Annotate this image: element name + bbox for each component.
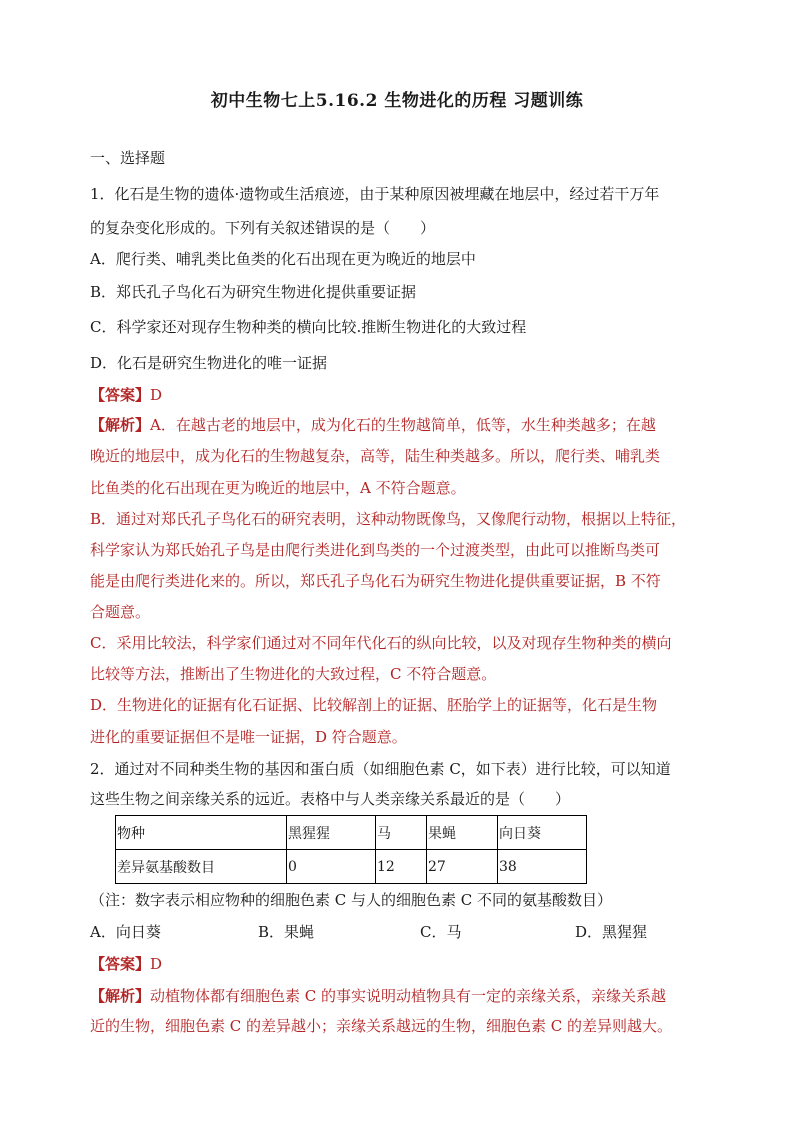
table-cell: 27	[427, 850, 498, 884]
q2-option-a: A．向日葵	[90, 923, 161, 941]
cytochrome-c-table	[115, 815, 587, 884]
q1-answer	[90, 384, 710, 405]
q2-analysis-line-2: 近的生物，细胞色素 C 的差异越小；亲缘关系越远的生物，细胞色素 C 的差异则越大。	[90, 1017, 673, 1035]
table-header-cell: 黑猩猩	[287, 816, 376, 850]
analysis-tag: 【解析】	[90, 416, 151, 434]
answer-value: D	[150, 386, 163, 404]
q1-analysis-line-2: 晚近的地层中，成为化石的生物越复杂，高等，陆生种类越多。所以，爬行类、哺乳类	[90, 447, 661, 465]
q1-analysis-line-8: C．采用比较法，科学家们通过对不同年代化石的纵向比较，以及对现存生物种类的横向	[90, 634, 672, 652]
q1-option-c: C．科学家还对现存生物种类的横向比较.推断生物进化的大致过程	[90, 318, 527, 336]
q1-analysis-line-10: D．生物进化的证据有化石证据、比较解剖上的证据、胚胎学上的证据等，化石是生物	[90, 696, 658, 714]
q1-option-b: B．郑氏孔子鸟化石为研究生物进化提供重要证据	[90, 283, 417, 301]
q1-analysis-line-7: 合题意。	[90, 603, 151, 621]
q2-option-b: B．果蝇	[258, 923, 315, 941]
table-cell: 0	[287, 850, 376, 884]
table-header-row	[116, 816, 587, 850]
q1-analysis-line-6: 能是由爬行类进化来的。所以，郑氏孔子鸟化石为研究生物进化提供重要证据，B 不符	[90, 572, 661, 590]
q1-analysis-line-1	[90, 414, 710, 435]
q2-stem-line-2: 这些生物之间亲缘关系的远近。表格中与人类亲缘关系最近的是（ ）	[90, 790, 571, 808]
table-cell: 12	[376, 850, 427, 884]
q2-table-note: （注：数字表示相应物种的细胞色素 C 与人的细胞色素 C 不同的氨基酸数目）	[90, 891, 613, 909]
table-header-cell: 物种	[116, 816, 287, 850]
q2-analysis-line-1	[90, 985, 710, 1006]
table-cell: 差异氨基酸数目	[116, 850, 287, 884]
q1-stem-line-1: 1．化石是生物的遗体·遗物或生活痕迹，由于某种原因被埋藏在地层中，经过若干万年	[90, 185, 660, 203]
section-heading: 一、选择题	[90, 149, 166, 167]
q1-option-d: D．化石是研究生物进化的唯一证据	[90, 354, 328, 372]
page-title: 初中生物七上5.16.2 生物进化的历程 习题训练	[210, 91, 584, 111]
answer-value: D	[150, 955, 163, 973]
q1-analysis-line-11: 进化的重要证据但不是唯一证据，D 符合题意。	[90, 728, 407, 746]
q2-stem-line-1: 2．通过对不同种类生物的基因和蛋白质（如细胞色素 C，如下表）进行比较，可以知道	[90, 760, 671, 778]
answer-tag: 【答案】	[90, 955, 151, 973]
table-cell: 38	[498, 850, 587, 884]
q1-analysis-line-4: B．通过对郑氏孔子鸟化石的研究表明，这种动物既像鸟，又像爬行动物，根据以上特征，	[90, 510, 687, 528]
table-row	[116, 850, 587, 884]
q2-answer	[90, 953, 710, 974]
table-header-cell: 果蝇	[427, 816, 498, 850]
q1-analysis-line-5: 科学家认为郑氏始孔子鸟是由爬行类进化到鸟类的一个过渡类型，由此可以推断鸟类可	[90, 541, 661, 559]
answer-tag: 【答案】	[90, 386, 151, 404]
q1-stem-line-2: 的复杂变化形成的。下列有关叙述错误的是（ ）	[90, 219, 436, 237]
q2-option-c: C．马	[420, 923, 462, 941]
q1-analysis-line-3: 比鱼类的化石出现在更为晚近的地层中，A 不符合题意。	[90, 479, 466, 497]
q1-option-a: A．爬行类、哺乳类比鱼类的化石出现在更为晚近的地层中	[90, 250, 476, 268]
table-header-cell: 马	[376, 816, 427, 850]
q1-analysis-line-9: 比较等方法，推断出了生物进化的大致过程，C 不符合题意。	[90, 665, 497, 683]
analysis-tag: 【解析】	[90, 987, 151, 1005]
analysis-text: 动植物体都有细胞色素 C 的事实说明动植物具有一定的亲缘关系，亲缘关系越	[150, 987, 667, 1005]
table-header-cell: 向日葵	[498, 816, 587, 850]
analysis-text: A．在越古老的地层中，成为化石的生物越简单，低等，水生种类越多；在越	[150, 416, 656, 434]
q2-option-d: D．黑猩猩	[575, 923, 648, 941]
